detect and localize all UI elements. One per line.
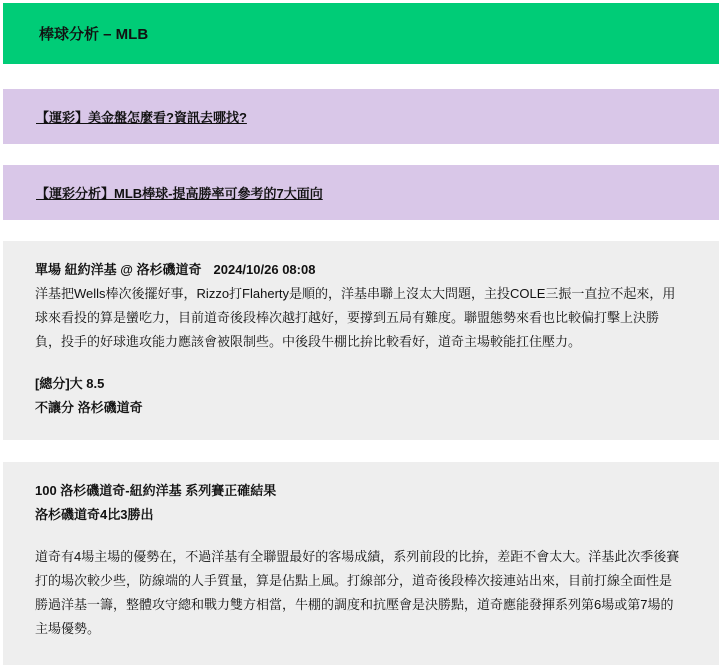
series-analysis-card bbox=[3, 462, 719, 665]
game-heading bbox=[35, 241, 687, 282]
article-link-box-1 bbox=[3, 89, 719, 144]
article-link-usd-odds[interactable]: 【運彩】美金盤怎麼看?資訊去哪找? bbox=[36, 110, 247, 125]
series-title: 100 洛杉磯道奇-紐約洋基 系列賽正確結果 bbox=[35, 483, 277, 498]
page-title: 棒球分析 – MLB bbox=[39, 26, 149, 43]
game-analysis-text: 洋基把Wells棒次後擺好事，Rizzo打Flaherty是順的，洋基串聯上沒太大問題，主投COLE三振一直拉不起來，用球來看投的算是蠻吃力，目前道奇後段棒次越打越好，要撐到五局有難度。聯盟態勢來看也比較偏打擊上決勝負，投手的好球進攻能力應該會被限制些。中後段牛棚比拚比較看好，道奇主場較能扛住壓力。 bbox=[35, 286, 676, 349]
article-link-box-2 bbox=[3, 165, 719, 220]
game-datetime: 2024/10/26 08:08 bbox=[213, 262, 316, 277]
series-pick: 洛杉磯道奇4比3勝出 bbox=[35, 507, 154, 522]
article-link-mlb-7-aspects[interactable]: 【運彩分析】MLB棒球-提高勝率可參考的7大面向 bbox=[36, 186, 323, 201]
page-header bbox=[3, 3, 719, 64]
game-analysis-card bbox=[3, 241, 719, 440]
series-analysis-text: 道奇有4場主場的優勢在，不過洋基有全聯盟最好的客場成績，系列前段的比拚，差距不會太大。洋基此次季後賽打的場次較少些，防線端的人手質量，算是佔點上風。打線部分，道奇後段棒次接連站出來，目前打線全面性是勝過洋基一籌，整體攻守總和戰力雙方相當，牛棚的調度和抗壓會是決勝點，道奇應能發揮系列第6場或第7場的主場優勢。 bbox=[35, 549, 680, 636]
game-match: 單場 紐約洋基 @ 洛杉磯道奇 bbox=[35, 262, 202, 277]
pick-spread: 不讓分 洛杉磯道奇 bbox=[35, 400, 143, 415]
pick-total: [總分]大 8.5 bbox=[35, 376, 105, 391]
